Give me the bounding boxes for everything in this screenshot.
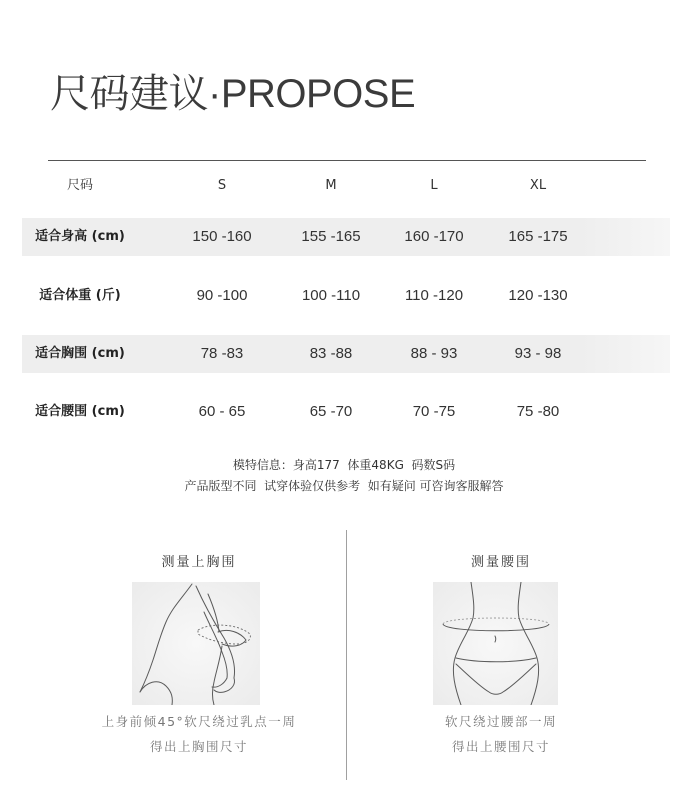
value-l: 70 -75 (412, 403, 456, 420)
tape-measure-back (443, 618, 549, 624)
value-l: 88 - 93 (410, 345, 458, 362)
waist-measurement-sketch (433, 582, 558, 705)
value-xl: 165 -175 (508, 228, 568, 245)
bust-measure-title: 测量上胸围 (161, 555, 237, 570)
value-l: 160 -170 (404, 228, 464, 245)
tape-measure (198, 625, 250, 644)
value-s: 90 -100 (196, 287, 248, 304)
left-body-outline (453, 582, 473, 705)
table-row-weight (0, 277, 696, 315)
waist-measure-illustration (433, 582, 558, 705)
waist-measure-title: 测量腰围 (470, 555, 531, 570)
row-label: 适合胸围 (cm) (35, 346, 125, 361)
value-l: 110 -120 (404, 287, 464, 304)
value-s: 60 - 65 (198, 403, 246, 420)
header-size-m: M (325, 178, 337, 193)
underwear-outline (456, 664, 536, 694)
waist-measure-caption-line1: 软尺绕过腰部一周 (444, 714, 557, 729)
header-size-label: 尺码 (66, 178, 93, 193)
header-size-xl: XL (529, 178, 547, 193)
arm-outline (196, 586, 235, 678)
row-label: 适合体重 (斤) (39, 288, 121, 303)
bust-measurement-sketch (132, 582, 260, 705)
navel-mark (495, 636, 496, 642)
header-size-s: S (217, 178, 227, 193)
value-m: 83 -88 (309, 345, 353, 362)
table-row-bust (0, 335, 696, 373)
waist-measure-caption-line2: 得出上腰围尺寸 (451, 739, 550, 754)
hip-outline (140, 682, 172, 705)
table-row-height (0, 218, 696, 256)
section-divider (346, 530, 347, 780)
bust-measure-caption-line1: 上身前倾45°软尺绕过乳点一周 (101, 714, 297, 729)
table-row-waist (0, 393, 696, 431)
row-label: 适合腰围 (cm) (35, 404, 125, 419)
hand-outline (212, 678, 235, 692)
value-xl: 75 -80 (516, 403, 560, 420)
value-m: 155 -165 (301, 228, 361, 245)
page-title: 尺码建议·PROPOSE (50, 72, 416, 116)
header-size-l: L (430, 178, 438, 193)
table-header-row (0, 176, 696, 196)
tape-measure-front (443, 624, 549, 631)
disclaimer-note: 产品版型不同 试穿体验仅供参考 如有疑问 可咨询客服解答 (184, 479, 504, 493)
front-outline (208, 594, 222, 705)
value-xl: 120 -130 (508, 287, 568, 304)
row-label: 适合身高 (cm) (35, 229, 125, 244)
value-s: 78 -83 (200, 345, 244, 362)
value-m: 65 -70 (309, 403, 353, 420)
value-m: 100 -110 (301, 287, 361, 304)
title-underline (48, 160, 646, 161)
right-body-outline (518, 582, 538, 705)
value-xl: 93 - 98 (514, 345, 562, 362)
back-outline (140, 584, 192, 692)
value-s: 150 -160 (192, 228, 252, 245)
model-info-note: 模特信息：身高177 体重48KG 码数S码 (232, 458, 456, 472)
waistband-outline (456, 658, 536, 662)
bust-measure-illustration (132, 582, 260, 705)
bust-measure-caption-line2: 得出上胸围尺寸 (149, 739, 248, 754)
